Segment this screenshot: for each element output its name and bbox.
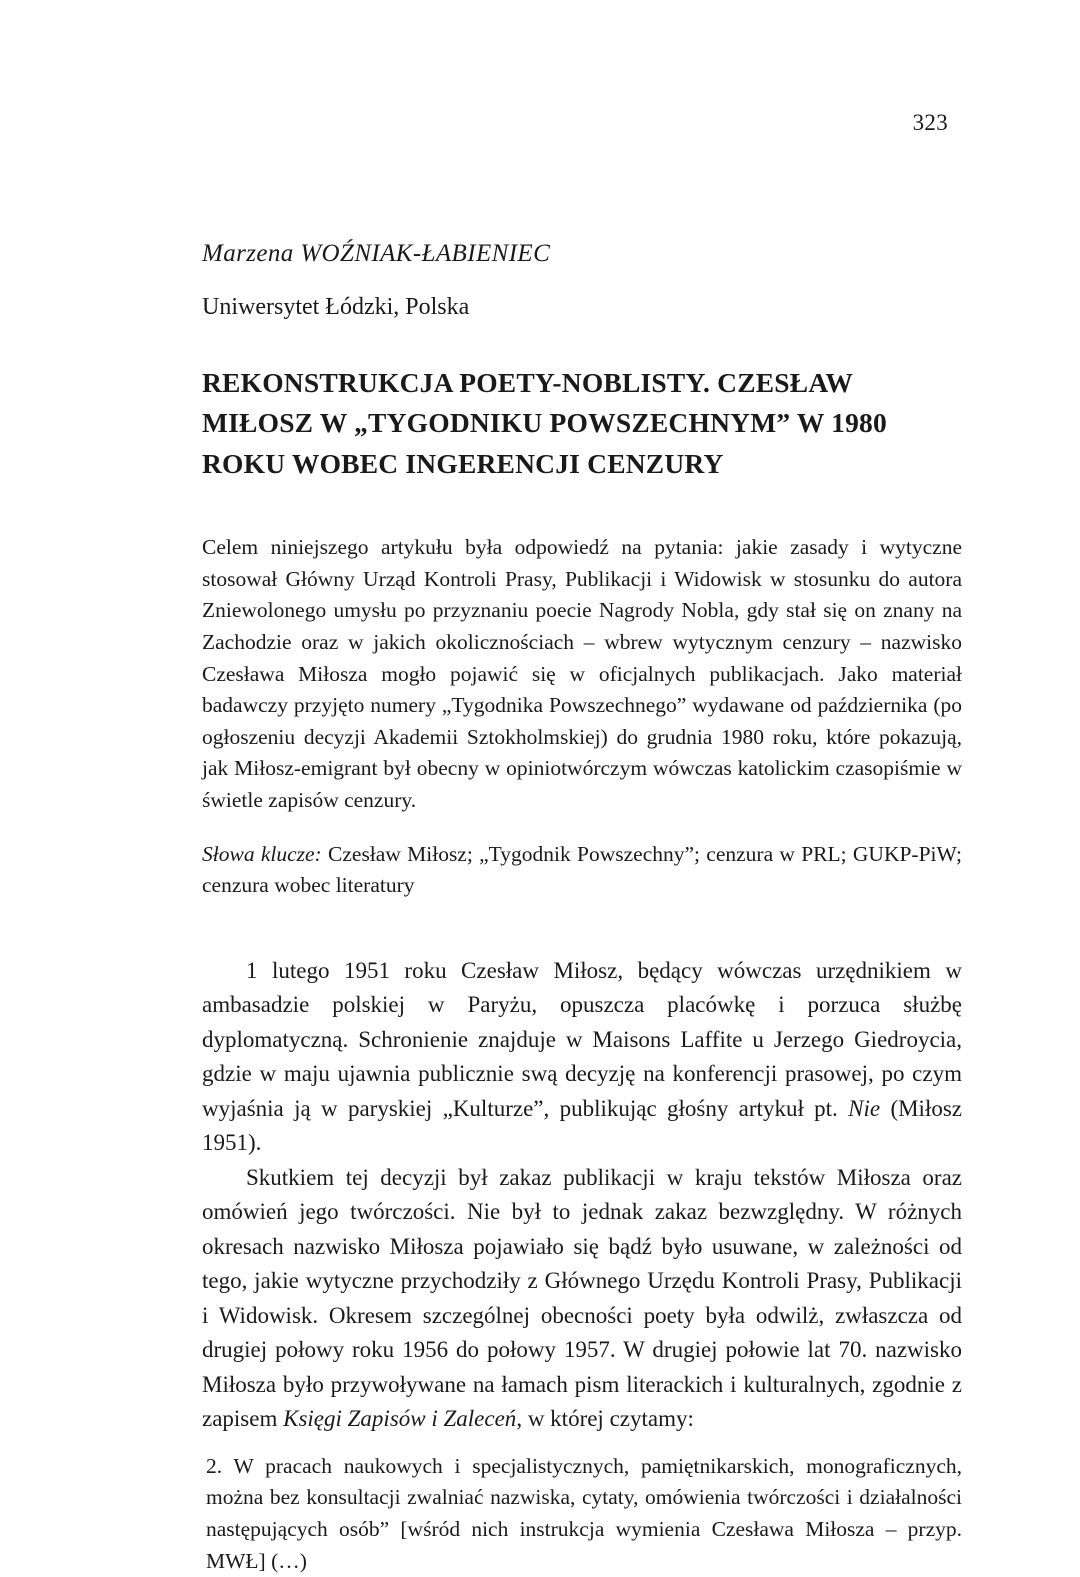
text-run: Skutkiem tej decyzji był zakaz publikacji w kraju tekstów Miłosza oraz omówień jego twórczości. Nie był to jednak zakaz bezwzględny. W różnych okresach nazwisko Miłosza pojawiało się bądź było usuwane, w zależności od tego, jakie wytyczne przychodziły z Głównego Urzędu Kontroli Prasy, Publikacji i Widowisk. Okresem szczególnej obecności poety była odwilż, zwłaszcza od drugiej połowy roku 1956 do połowy 1957. W drugiej połowie lat 70. nazwisko Miłosza było przywoływane na łamach pism literackich i kulturalnych, zgodnie z zapisem xyxy=(202,1164,962,1432)
article-title: REKONSTRUKCJA POETY-NOBLISTY. CZESŁAW MIŁOSZ W „TYGODNIKU POWSZECHNYM” W 1980 ROKU WOBEC INGERENCJI CENZURY xyxy=(202,367,887,479)
body-paragraph xyxy=(202,954,962,1161)
body-paragraph xyxy=(202,1161,962,1437)
keywords-list: Czesław Miłosz; „Tygodnik Powszechny”; cenzura w PRL; GUKP-PiW; cenzura wobec literatury xyxy=(202,841,962,898)
article-content xyxy=(202,240,962,1577)
text-run: , w której czytamy: xyxy=(516,1406,694,1432)
text-run: (Miłosz 1951). xyxy=(202,1095,962,1156)
page-number: 323 xyxy=(912,110,948,135)
text-run: 1 lutego 1951 roku Czesław Miłosz, będący wówczas urzędnikiem w ambasadzie polskiej w Paryżu, opuszcza placówkę i porzuca służbę dyplomatyczną. Schronienie znajduje w Maisons Laffite u Jerzego Giedroycia, gdzie w maju ujawnia publicznie swą decyzję na konferencji prasowej, po czym wyjaśnia ją w paryskiej „Kulturze”, publikując głośny artykuł pt. xyxy=(202,957,962,1121)
article-body xyxy=(202,954,962,1437)
article-keywords xyxy=(202,839,962,902)
italic-run: Księgi Zapisów i Zaleceń xyxy=(283,1406,517,1432)
article-affiliation: Uniwersytet Łódzki, Polska xyxy=(202,294,470,320)
article-blockquote: 2. W pracach naukowych i specjalistycznych, pamiętnikarskich, monograficznych, można bez konsultacji zwalniać nazwiska, cytaty, omówienia twórczości i działalności następujących osób” [wśród nich instrukcja wymienia Czesława Miłosza – przyp. MWŁ] (…) xyxy=(206,1453,962,1573)
article-author: Marzena WOŹNIAK-ŁABIENIEC xyxy=(202,240,551,267)
article-abstract: Celem niniejszego artykułu była odpowiedź na pytania: jakie zasady i wytyczne stosował Główny Urząd Kontroli Prasy, Publikacji i Widowisk w stosunku do autora Zniewolonego umysłu po przyznaniu poecie Nagrody Nobla, gdy stał się on znany na Zachodzie oraz w jakich okolicznościach – wbrew wytycznym cenzury – nazwisko Czesława Miłosza mogło pojawić się w oficjalnych publikacjach. Jako materiał badawczy przyjęto numery „Tygodnika Powszechnego” wydawane od października (po ogłoszeniu decyzji Akademii Sztokholmskiej) do grudnia 1980 roku, które pokazują, jak Miłosz-emigrant był obecny w opiniotwórczym wówczas katolickim czasopiśmie w świetle zapisów cenzury. xyxy=(202,535,962,813)
keywords-label: Słowa klucze: xyxy=(202,841,322,866)
italic-run: Nie xyxy=(848,1095,881,1121)
